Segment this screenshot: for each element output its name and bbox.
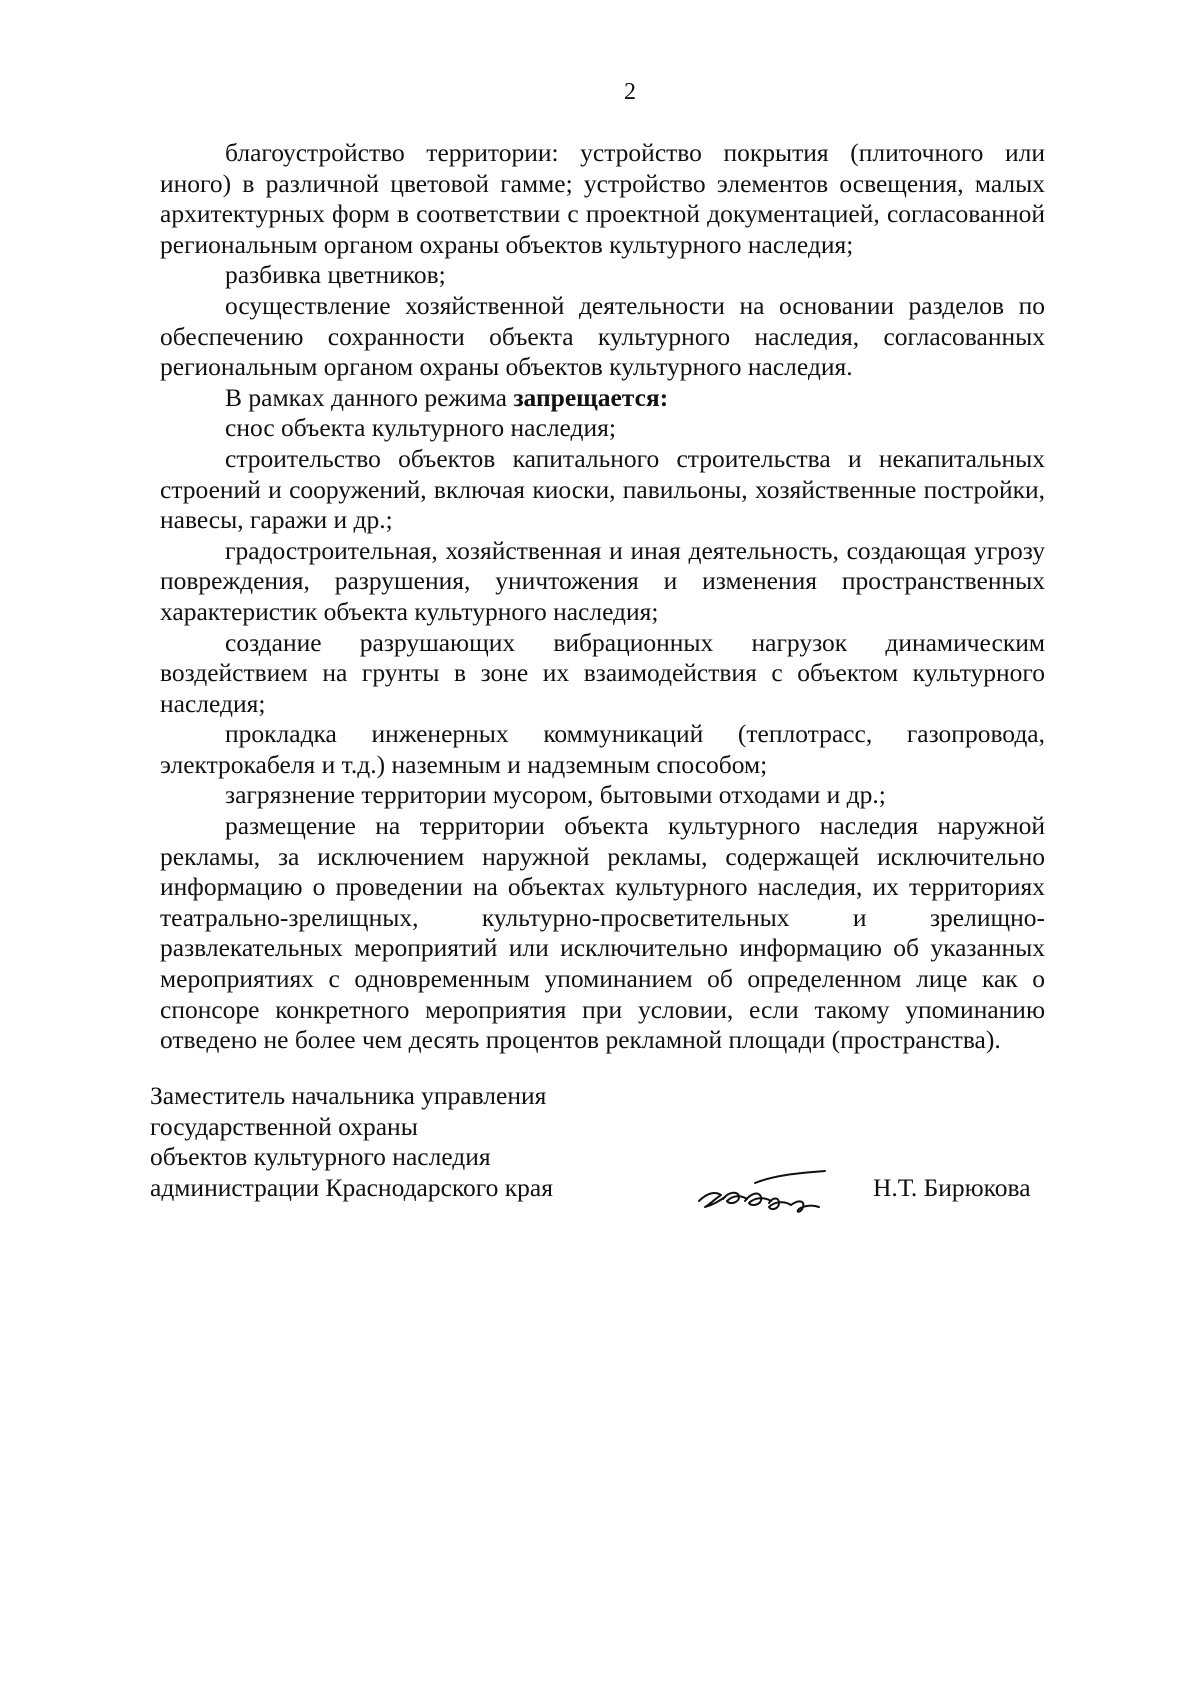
prohibition-item: градостроительная, хозяйственная и иная деятельность, создающая угрозу повреждения, разрушения, уничтожения и изменения пространственных характеристик объекта культурного наследия; bbox=[160, 535, 1045, 626]
prohibition-item: строительство объектов капитального строительства и некапитальных строений и сооружений, включая киоски, павильоны, хозяйственные постройки, навесы, гаражи и др.; bbox=[160, 443, 1045, 535]
paragraph-economic-activity: осуществление хозяйственной деятельности на основании разделов по обеспечению сохранности объекта культурного наследия, согласованных региональным органом охраны объектов культурного наследия. bbox=[160, 290, 1045, 382]
prohibition-intro-emphasis: запрещается: bbox=[513, 382, 669, 412]
signer-position-line: администрации Краснодарского края bbox=[150, 1172, 553, 1202]
signer-name: Н.Т. Бирюкова bbox=[873, 1173, 1031, 1202]
signer-position-line: Заместитель начальника управления bbox=[150, 1081, 547, 1110]
paragraph-flowerbeds: разбивка цветников; bbox=[225, 260, 446, 290]
signer-position bbox=[150, 1081, 610, 1203]
prohibition-item: загрязнение территории мусором, бытовыми отходами и др.; bbox=[225, 780, 886, 810]
signature-block bbox=[150, 1081, 1050, 1231]
prohibition-intro bbox=[160, 383, 1045, 414]
signer-position-line: объектов культурного наследия bbox=[150, 1142, 491, 1172]
prohibition-item: снос объекта культурного наследия; bbox=[225, 413, 616, 443]
document-body bbox=[160, 138, 1045, 1056]
prohibition-item: создание разрушающих вибрационных нагрузок динамическим воздействием на грунты в зоне их взаимодействия с объектом культурного наследия; bbox=[160, 627, 1045, 718]
page-number: 2 bbox=[624, 79, 636, 105]
prohibition-item: прокладка инженерных коммуникаций (теплотрасс, газопровода, электрокабеля и т.д.) наземным и надземным способом; bbox=[160, 719, 1045, 779]
paragraph-landscaping: благоустройство территории: устройство покрытия (плиточного или иного) в различной цветовой гамме; устройство элементов освещения, малых архитектурных форм в соответствии с проектной документацией, согласованной региональным органом охраны объектов культурного наследия; bbox=[160, 138, 1045, 259]
signer-position-line: государственной охраны bbox=[150, 1111, 418, 1141]
prohibition-item: размещение на территории объекта культурного наследия наружной рекламы, за исключением наружной рекламы, содержащей исключительно информацию о проведении на объектах культурного наследия, их территориях театрально-зрелищных, культурно-просветительных и зрелищно-развлекательных мероприятий или исключительно информацию об указанных мероприятиях с одновременным упоминанием об определенном лице как о спонсоре конкретного мероприятия при условии, если такому упоминанию отведено не более чем десять процентов рекламной площади (пространства). bbox=[160, 811, 1045, 1055]
handwritten-signature-icon bbox=[695, 1161, 830, 1221]
prohibition-intro-prefix: В рамках данного режима bbox=[225, 382, 514, 412]
